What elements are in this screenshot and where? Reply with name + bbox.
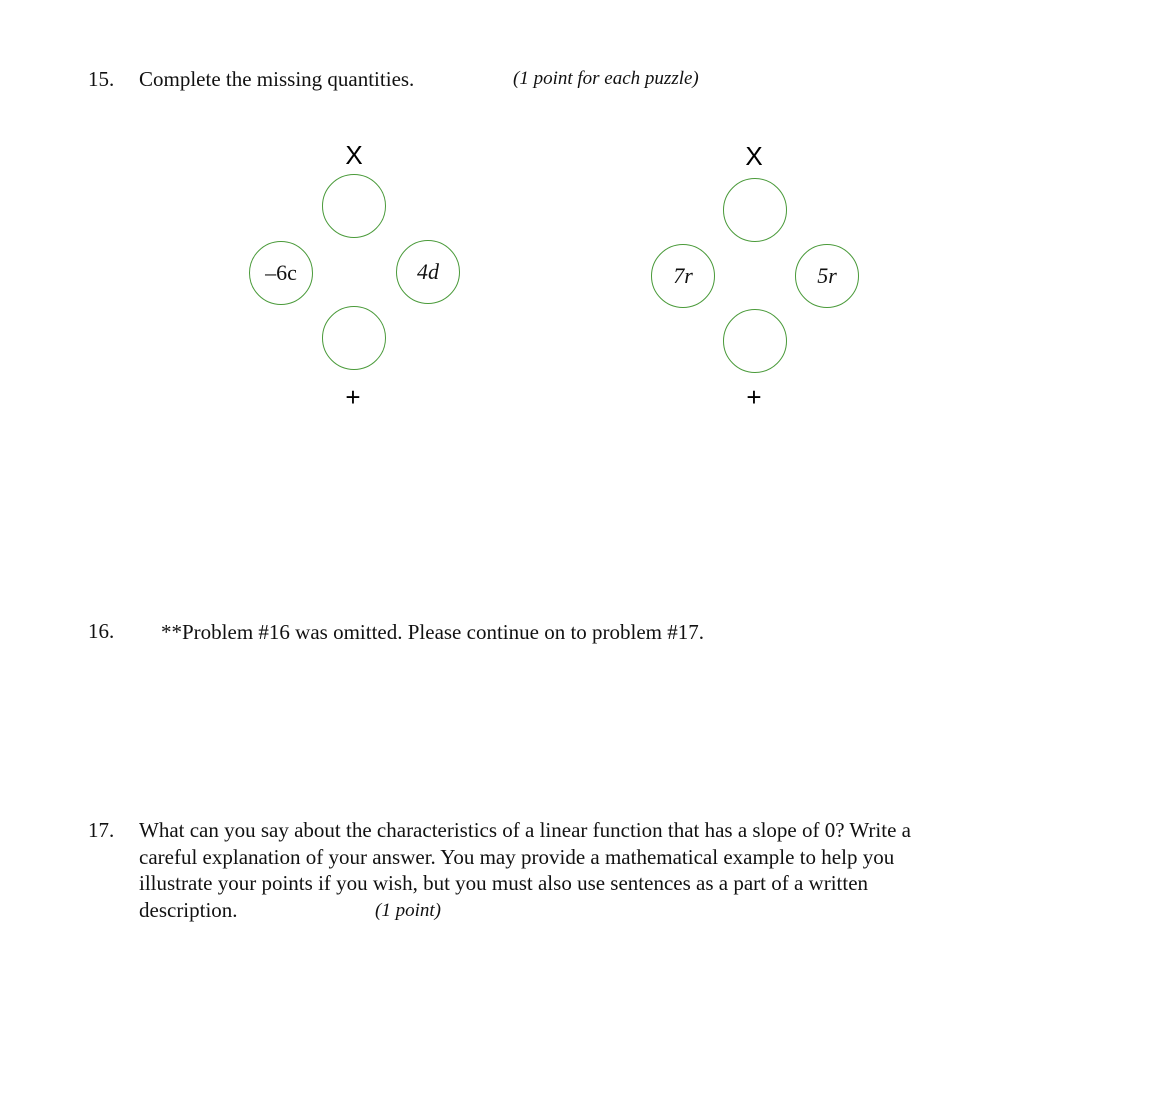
- diamond-puzzle-1: [234, 140, 474, 420]
- left-factor-circle: –6c: [249, 241, 313, 305]
- question-17-points: (1 point): [375, 900, 441, 921]
- question-15-points: (1 point for each puzzle): [513, 68, 699, 89]
- right-factor-circle: 4d: [396, 240, 460, 304]
- multiply-symbol: X: [345, 140, 363, 170]
- question-17-body: [139, 817, 1039, 923]
- diamond-puzzle-2: [636, 140, 876, 420]
- question-16-number: 16.: [88, 619, 115, 643]
- product-circle-empty[interactable]: [723, 178, 787, 242]
- plus-symbol: +: [345, 382, 361, 412]
- sum-circle-empty[interactable]: [322, 306, 386, 370]
- question-17-line-1: What can you say about the characteristics of a linear function that has a slope of 0? Write a: [139, 818, 911, 842]
- plus-symbol: +: [746, 382, 762, 412]
- multiply-symbol: X: [745, 141, 763, 171]
- question-15-text: Complete the missing quantities.: [139, 67, 415, 91]
- question-17-line-3: illustrate your points if you wish, but you must also use sentences as a part of a written: [139, 871, 869, 895]
- right-factor-circle: 5r: [795, 244, 859, 308]
- sum-circle-empty[interactable]: [723, 309, 787, 373]
- question-17-line-2: careful explanation of your answer. You may provide a mathematical example to help you: [139, 844, 895, 869]
- question-16-text: **Problem #16 was omitted. Please continue on to problem #17.: [161, 620, 705, 644]
- product-circle-empty[interactable]: [322, 174, 386, 238]
- left-factor-circle: 7r: [651, 244, 715, 308]
- question-15-number: 15.: [88, 67, 115, 91]
- question-17-number: 17.: [88, 818, 115, 842]
- question-17-line-4: description.: [139, 897, 238, 922]
